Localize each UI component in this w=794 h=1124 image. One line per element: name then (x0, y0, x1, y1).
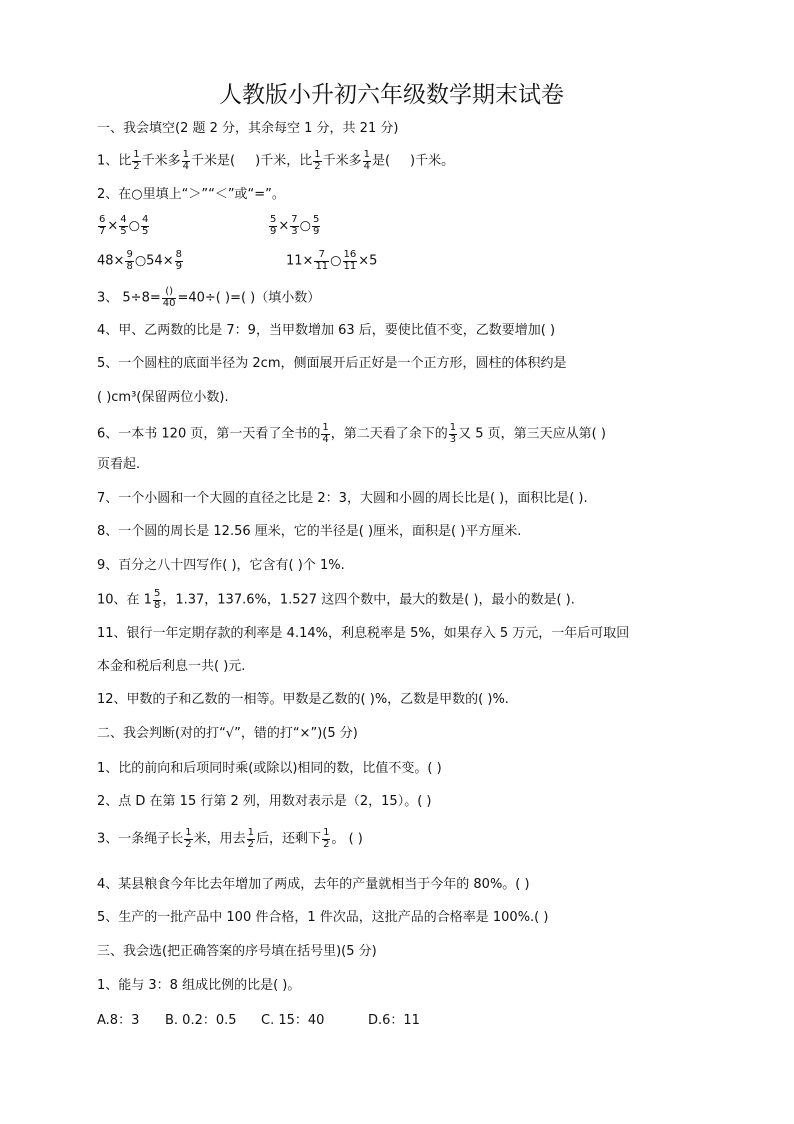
comparison-1: $\frac{6}{7}$ × $\frac{4}{5}$ ○ $\frac{4}{5}$ (99, 214, 149, 237)
judge-3: 3、一条绳子长 $\frac{1}{2}$ 米，用去 $\frac{1}{2}$ 后，还剩下 $\frac{1}{2}$ 。 ( ) (97, 827, 363, 850)
question-10: 10、在 1 $\frac{5}{8}$ ，1.37，137.6%，1.527 这四个数中，最大的数是( )，最小的数是( ). (97, 588, 575, 611)
option-c: C. 15：40 (261, 1013, 325, 1028)
fraction: $\frac{1}{2}$ (314, 149, 321, 172)
section-heading-choose: 三、我会选(把正确答案的序号填在括号里)(5 分) (97, 944, 377, 959)
fraction: $\frac{1}{2}$ (133, 149, 140, 172)
option-d: D.6：11 (368, 1013, 420, 1028)
option-b: B. 0.2：0.5 (165, 1013, 237, 1028)
question-5: 5、一个圆柱的底面半径为 2cm，侧面展开后正好是一个正方形，圆柱的体积约是 (97, 356, 567, 371)
comparison-2: $\frac{5}{9}$ × $\frac{7}{3}$ ○ $\frac{5}{9}$ (270, 214, 320, 237)
question-8: 8、一个圆的周长是 12.56 厘米，它的半径是( )厘米，面积是( )平方厘米. (97, 524, 522, 539)
question-4: 4、甲、乙两数的比是 7：9，当甲数增加 63 后，要使比值不变，乙数要增加( ) (97, 323, 556, 338)
question-5-cont: ( )cm³(保留两位小数). (97, 390, 229, 405)
judge-2: 2、点 D 在第 15 行第 2 列，用数对表示是（2，15）。( ) (97, 794, 432, 809)
question-6: 6、一本书 120 页，第一天看了全书的 $\frac{1}{4}$ ，第二天看了余下的 $\frac{1}{3}$ 又 5 页，第三天应从第( ) (97, 422, 606, 445)
question-11: 11、银行一年定期存款的利率是 4.14%，利息税率是 5%，如果存入 5 万元，一年后可取回 (97, 626, 630, 641)
judge-5: 5、生产的一批产品中 100 件合格，1 件次品，这批产品的合格率是 100%.( ) (97, 910, 549, 925)
page-title: 人教版小升初六年级数学期末试卷 (219, 82, 564, 108)
section-heading-fill: 一、我会填空(2 题 2 分，其余每空 1 分，共 21 分) (97, 121, 399, 136)
comparison-4: 11× $\frac{7}{11}$ ○ $\frac{16}{11}$ ×5 (286, 249, 378, 272)
question-9: 9、百分之八十四写作( )，它含有( )个 1%. (97, 558, 345, 573)
fraction: $\frac{1}{4}$ (182, 149, 190, 172)
question-1: 1、比 $\frac{1}{2}$ 千米多 $\frac{1}{4}$ 千米是( )千米，比 $\frac{1}{2}$ 千米多 $\frac{1}{4}$ 是( )千米。 (97, 149, 455, 172)
option-a: A.8：3 (97, 1013, 140, 1028)
fraction: $\frac{1}{4}$ (363, 149, 370, 172)
judge-1: 1、比的前向和后项同时乘(或除以)相同的数，比值不变。( ) (97, 761, 442, 776)
question-11-cont: 本金和税后利息一共( )元. (97, 659, 246, 674)
section-heading-judge: 二、我会判断(对的打“√”，错的打“×”)(5 分) (97, 726, 358, 741)
comparison-3: 48× $\frac{9}{8}$ ○54× $\frac{8}{9}$ (97, 249, 182, 272)
question-2: 2、在○里填上“＞”“＜”或“=”。 (97, 187, 285, 202)
question-12: 12、甲数的子和乙数的一相等。甲数是乙数的( )%，乙数是甲数的( )%. (97, 692, 509, 707)
judge-4: 4、某县粮食今年比去年增加了两成，去年的产量就相当于今年的 80%。( ) (97, 877, 530, 892)
question-6-cont: 页看起. (97, 457, 141, 472)
question-7: 7、一个小圆和一个大圆的直径之比是 2：3，大圆和小圆的周长比是( )，面积比是( ). (97, 491, 588, 506)
choose-1: 1、能与 3：8 组成比例的比是( )。 (97, 978, 301, 993)
question-3: 3、 5÷8= $\frac{()}{40}$ =40÷( )=( )（填小数） (97, 286, 321, 309)
